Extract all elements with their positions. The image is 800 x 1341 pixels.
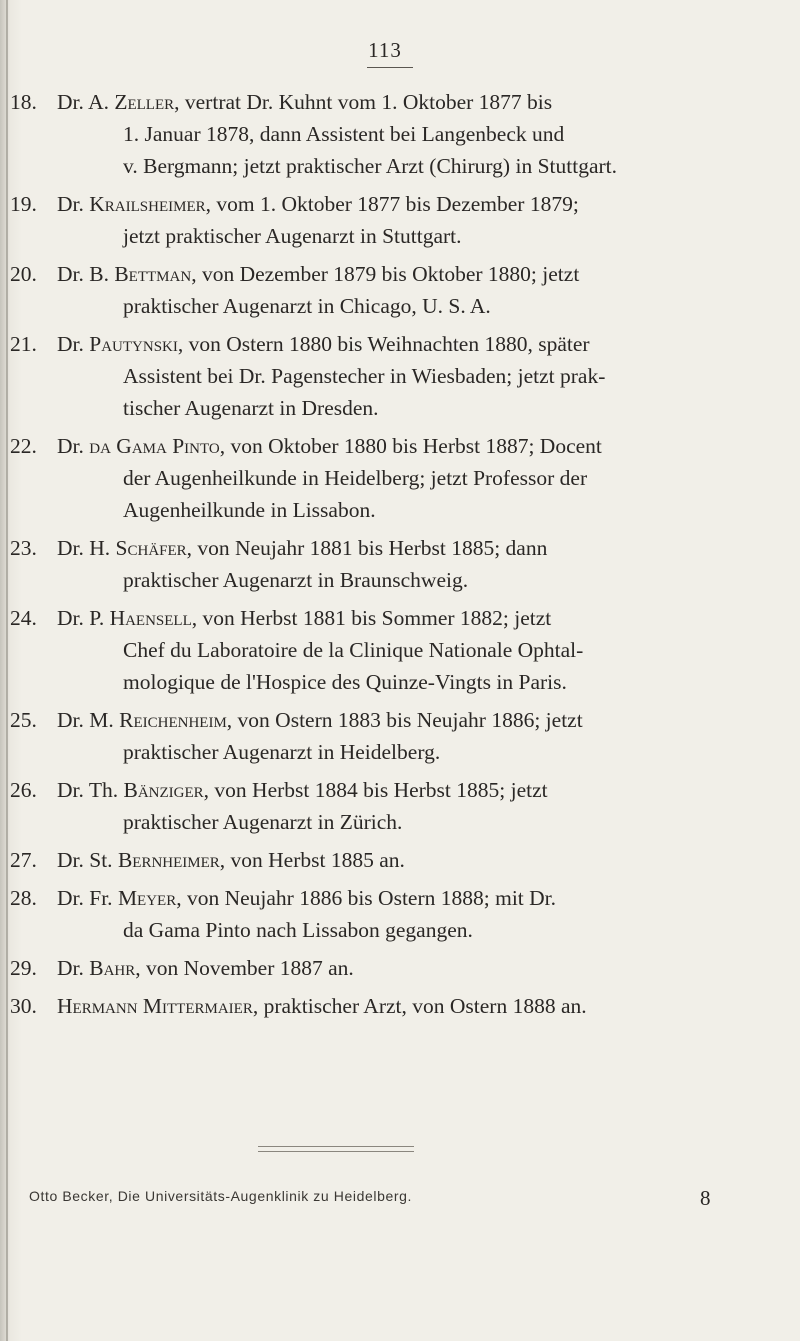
entry-text: [57, 86, 552, 118]
entry-number: 26.: [10, 778, 37, 802]
person-name: Pautynski: [89, 332, 178, 356]
entry-text: [57, 990, 587, 1022]
entry-number: 22.: [10, 434, 37, 458]
entry-title: Dr.: [57, 332, 84, 356]
entry-line: [0, 258, 800, 290]
entry-continuation: mologique de l'Hospice des Quinze-Vingts in Paris.: [123, 670, 567, 694]
person-name: Zeller: [114, 90, 175, 114]
list-entry: [0, 602, 800, 698]
entry-title: Dr. H.: [57, 536, 111, 560]
entry-line: [0, 360, 800, 392]
entry-line: [0, 634, 800, 666]
entry-number: 27.: [10, 848, 37, 872]
entry-title: Dr.: [57, 192, 84, 216]
list-entry: [0, 704, 800, 768]
page-number: 113: [368, 38, 402, 62]
entry-line: [0, 774, 800, 806]
list-entry: [0, 952, 800, 984]
entry-continuation: tischer Augenarzt in Dresden.: [123, 396, 379, 420]
entry-number: 20.: [10, 262, 37, 286]
entry-continuation: da Gama Pinto nach Lissabon gegangen.: [123, 918, 473, 942]
list-entry: [0, 188, 800, 252]
entry-continuation: jetzt praktischer Augenarzt in Stuttgart.: [123, 224, 462, 248]
entry-text: [57, 602, 551, 634]
entry-line: [0, 602, 800, 634]
list-entry: [0, 258, 800, 322]
person-name: Meyer: [117, 886, 177, 910]
entry-description: , von Neujahr 1886 bis Ostern 1888; mit Dr.: [176, 886, 557, 910]
entry-description: , von Neujahr 1881 bis Herbst 1885; dann: [186, 536, 548, 560]
entry-description: , praktischer Arzt, von Ostern 1888 an.: [252, 994, 587, 1018]
entry-text: [57, 704, 583, 736]
person-name: Haensell: [109, 606, 192, 630]
entry-line: [0, 494, 800, 526]
entry-continuation: der Augenheilkunde in Heidelberg; jetzt Professor der: [123, 466, 588, 490]
entry-description: , von Herbst 1881 bis Sommer 1882; jetzt: [191, 606, 552, 630]
list-entry: [0, 774, 800, 838]
list-entry: [0, 844, 800, 876]
entry-line: [0, 532, 800, 564]
list-entry: [0, 430, 800, 526]
entry-description: , von Herbst 1885 an.: [219, 848, 405, 872]
list-entry: [0, 328, 800, 424]
footer-rule-bottom: [258, 1151, 414, 1152]
list-entry: [0, 86, 800, 182]
list-entry: [0, 882, 800, 946]
entry-title: Dr. Th.: [57, 778, 119, 802]
entry-number: 18.: [10, 90, 37, 114]
entry-text: [57, 882, 556, 914]
entry-continuation: Augenheilkunde in Lissabon.: [123, 498, 376, 522]
entry-number: 24.: [10, 606, 37, 630]
entry-description: , vom 1. Oktober 1877 bis Dezember 1879;: [205, 192, 579, 216]
person-name: Bänziger: [123, 778, 204, 802]
entry-text: [57, 258, 579, 290]
person-name: da Gama Pinto: [89, 434, 220, 458]
entry-number: 29.: [10, 956, 37, 980]
entry-title: Dr.: [57, 956, 84, 980]
printer-signature: 8: [700, 1186, 711, 1210]
entry-line: [0, 806, 800, 838]
entry-line: [0, 150, 800, 182]
entry-description: , von Herbst 1884 bis Herbst 1885; jetzt: [203, 778, 548, 802]
entry-continuation: 1. Januar 1878, dann Assistent bei Langenbeck und: [123, 122, 565, 146]
entry-line: [0, 290, 800, 322]
entry-text: [57, 532, 547, 564]
entry-text: [57, 774, 548, 806]
person-name: Krailsheimer: [89, 192, 206, 216]
entry-description: , von November 1887 an.: [135, 956, 354, 980]
entry-line: [0, 462, 800, 494]
list-entry: [0, 990, 800, 1022]
entry-line: [0, 392, 800, 424]
person-name: Reichenheim: [119, 708, 227, 732]
list-entry: [0, 532, 800, 596]
page-number-underline: [367, 67, 413, 68]
entry-line: [0, 844, 800, 876]
entry-line: [0, 666, 800, 698]
entry-number: 30.: [10, 994, 37, 1018]
entry-line: [0, 952, 800, 984]
entry-continuation: praktischer Augenarzt in Braunschweig.: [123, 568, 469, 592]
entry-text: [57, 430, 602, 462]
entry-continuation: Assistent bei Dr. Pagenstecher in Wiesbaden; jetzt prak-: [123, 364, 606, 388]
entry-line: [0, 914, 800, 946]
entry-continuation: praktischer Augenarzt in Zürich.: [123, 810, 403, 834]
entry-description: , vertrat Dr. Kuhnt vom 1. Oktober 1877 bis: [174, 90, 553, 114]
entry-line: [0, 990, 800, 1022]
entry-description: , von Ostern 1883 bis Neujahr 1886; jetzt: [226, 708, 583, 732]
entry-title: Dr. St.: [57, 848, 113, 872]
entry-description: , von Dezember 1879 bis Oktober 1880; jetzt: [191, 262, 580, 286]
entry-title: Dr. P.: [57, 606, 105, 630]
entry-title: Dr.: [57, 434, 84, 458]
entry-continuation: praktischer Augenarzt in Heidelberg.: [123, 740, 441, 764]
entry-line: [0, 564, 800, 596]
entry-title: Dr. Fr.: [57, 886, 113, 910]
entry-title: Dr. A.: [57, 90, 109, 114]
entry-title: Dr. M.: [57, 708, 114, 732]
entry-text: [57, 188, 579, 220]
entry-continuation: praktischer Augenarzt in Chicago, U. S. A.: [123, 294, 491, 318]
entry-line: [0, 86, 800, 118]
entry-number: 25.: [10, 708, 37, 732]
person-name: Bernheimer: [117, 848, 220, 872]
entry-line: [0, 736, 800, 768]
entry-text: [57, 952, 354, 984]
entry-description: , von Ostern 1880 bis Weihnachten 1880, später: [177, 332, 590, 356]
entry-line: [0, 328, 800, 360]
entry-text: [57, 328, 590, 360]
person-name: Schäfer: [115, 536, 187, 560]
entry-line: [0, 430, 800, 462]
entry-line: [0, 118, 800, 150]
entry-description: , von Oktober 1880 bis Herbst 1887; Docent: [219, 434, 602, 458]
assistant-list: [0, 86, 800, 1028]
person-name: Bettman: [114, 262, 192, 286]
entry-continuation: v. Bergmann; jetzt praktischer Arzt (Chirurg) in Stuttgart.: [123, 154, 617, 178]
entry-number: 21.: [10, 332, 37, 356]
entry-text: [57, 844, 405, 876]
entry-continuation: Chef du Laboratoire de la Clinique Nationale Ophtal-: [123, 638, 584, 662]
entry-line: [0, 220, 800, 252]
entry-line: [0, 188, 800, 220]
entry-line: [0, 704, 800, 736]
entry-line: [0, 882, 800, 914]
footer-rule-top: [258, 1146, 414, 1147]
footer-citation: Otto Becker, Die Universitäts-Augenklinik zu Heidelberg.: [29, 1188, 412, 1204]
entry-number: 19.: [10, 192, 37, 216]
person-name: Bahr: [89, 956, 136, 980]
person-name: Hermann Mittermaier: [57, 994, 253, 1018]
entry-number: 28.: [10, 886, 37, 910]
entry-title: Dr. B.: [57, 262, 109, 286]
entry-number: 23.: [10, 536, 37, 560]
